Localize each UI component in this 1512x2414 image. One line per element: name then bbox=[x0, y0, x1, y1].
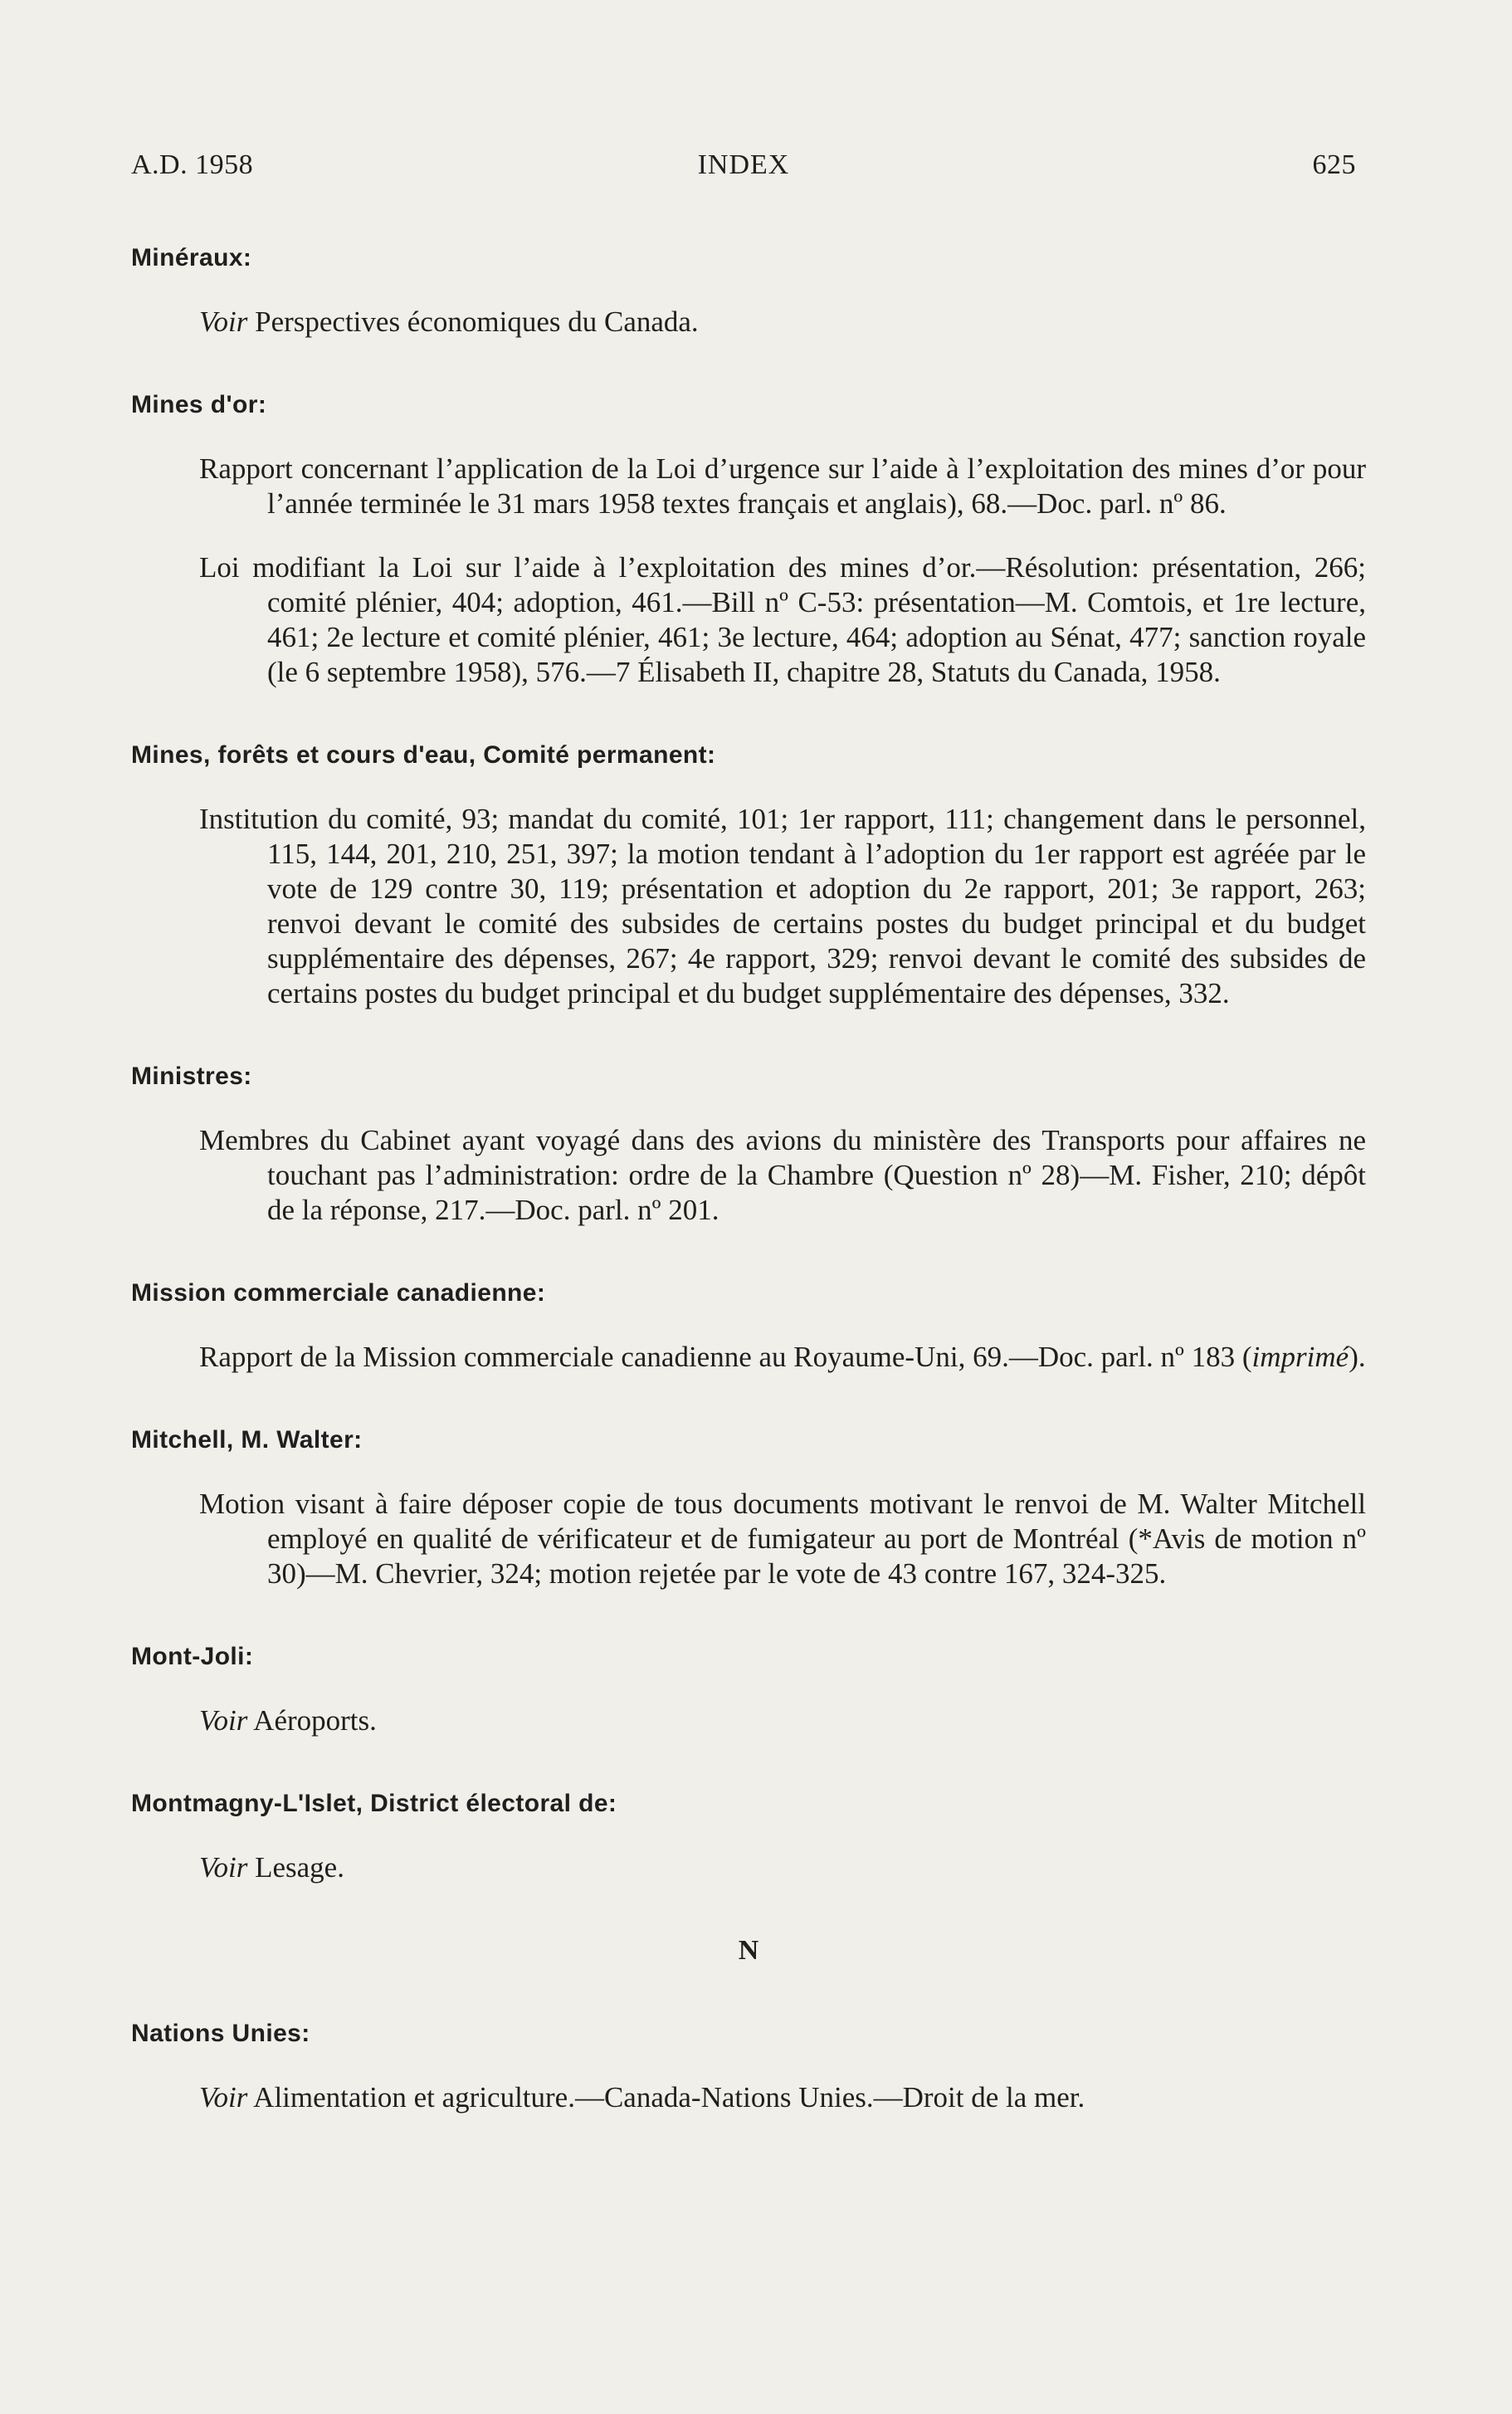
entry-text-body: Alimentation et agriculture.—Canada-Nations Unies.—Droit de la mer. bbox=[247, 2081, 1085, 2113]
entry-text-italic: imprimé bbox=[1251, 1341, 1349, 1373]
header-page-number: 625 bbox=[1312, 149, 1356, 180]
entry-text bbox=[199, 1850, 1366, 1885]
header-year: A.D. 1958 bbox=[131, 149, 254, 180]
index-entry bbox=[131, 1276, 1366, 1375]
section-letter: N bbox=[738, 1935, 759, 1966]
entry-text bbox=[199, 1487, 1366, 1591]
entry-text bbox=[199, 550, 1366, 690]
index-entry bbox=[131, 1786, 1366, 1885]
entry-text bbox=[199, 802, 1366, 1011]
entry-text-body: Institution du comité, 93; mandat du comité, 101; 1er rapport, 111; changement dans le personnel, 115, 144, 201, 210, 251, 397; la motion tendant à l’adoption du 1er rapport est agréée par le vote de 129 contre 30, 119; présentation et adoption du 2e rapport, 201; 3e rapport, 263; renvoi devant le comité des subsides de certains postes du budget principal et du budget supplémentaire des dépenses, 267; 4e rapport, 329; renvoi devant le comité des subsides de certains postes du budget principal et du budget supplémentaire des dépenses, 332. bbox=[199, 803, 1366, 1009]
entry-text-body: Loi modifiant la Loi sur l’aide à l’exploitation des mines d’or.—Résolution: présentation, 266; comité plénier, 404; adoption, 461.—Bill nº C-53: présentation—M. Comtois, et 1re lecture, 461; 2e lecture et comité plénier, 461; 3e lecture, 464; adoption au Sénat, 477; sanction royale (le 6 septembre 1958), 576.—7 Élisabeth II, chapitre 28, Statuts du Canada, 1958. bbox=[199, 551, 1366, 688]
index-entry bbox=[131, 738, 1366, 1011]
see-reference-label: Voir bbox=[199, 2081, 248, 2113]
index-entry bbox=[131, 241, 1366, 340]
index-entry bbox=[131, 2016, 1366, 2115]
entry-heading: Ministres: bbox=[131, 1063, 252, 1090]
index-entry bbox=[131, 388, 1366, 690]
entry-heading: Mission commerciale canadienne: bbox=[131, 1279, 546, 1307]
entries-list bbox=[131, 241, 1366, 1885]
see-reference-label: Voir bbox=[199, 1704, 248, 1737]
entry-heading: Montmagny-L'Islet, District électoral de: bbox=[131, 1790, 617, 1817]
see-reference-label: Voir bbox=[199, 1851, 248, 1884]
index-entry bbox=[131, 1639, 1366, 1738]
see-reference-label: Voir bbox=[199, 305, 248, 338]
entry-text bbox=[199, 452, 1366, 521]
entries-list-after bbox=[131, 2016, 1366, 2115]
index-content bbox=[131, 241, 1366, 2163]
entry-text bbox=[199, 305, 1366, 340]
entry-text-body: Aéroports. bbox=[247, 1704, 377, 1737]
index-entry bbox=[131, 1059, 1366, 1228]
index-entry bbox=[131, 1423, 1366, 1591]
entry-heading: Mitchell, M. Walter: bbox=[131, 1426, 363, 1454]
entry-text bbox=[199, 1123, 1366, 1228]
entry-text-tail: ). bbox=[1349, 1341, 1366, 1373]
entry-text-body: Rapport concernant l’application de la Loi d’urgence sur l’aide à l’exploitation des mines d’or pour l’année terminée le 31 mars 1958 textes français et anglais), 68.—Doc. parl. nº 86. bbox=[199, 452, 1366, 520]
entry-text bbox=[199, 2080, 1366, 2115]
entry-text-body: Perspectives économiques du Canada. bbox=[247, 305, 699, 338]
entry-heading: Nations Unies: bbox=[131, 2020, 310, 2047]
entry-text-body: Motion visant à faire déposer copie de tous documents motivant le renvoi de M. Walter Mitchell employé en qualité de vérificateur et de fumigateur au port de Montréal (*Avis de motion nº 30)—M. Chevrier, 324; motion rejetée par le vote de 43 contre 167, 324-325. bbox=[199, 1488, 1366, 1590]
entry-heading: Mines d'or: bbox=[131, 391, 267, 418]
entry-text-body: Lesage. bbox=[247, 1851, 344, 1884]
entry-text-body: Rapport de la Mission commerciale canadienne au Royaume-Uni, 69.—Doc. parl. nº 183 ( bbox=[199, 1341, 1252, 1373]
entry-heading: Minéraux: bbox=[131, 244, 252, 271]
entry-heading: Mines, forêts et cours d'eau, Comité permanent: bbox=[131, 741, 716, 769]
header-title: INDEX bbox=[697, 149, 790, 180]
entry-text bbox=[199, 1703, 1366, 1738]
entry-text bbox=[199, 1340, 1366, 1375]
entry-heading: Mont-Joli: bbox=[131, 1643, 254, 1670]
page-header bbox=[131, 149, 1356, 191]
entry-text-body: Membres du Cabinet ayant voyagé dans des avions du ministère des Transports pour affaires ne touchant pas l’administration: ordre de la Chambre (Question nº 28)—M. Fisher, 210; dépôt de la réponse, 217.—Doc. parl. nº 201. bbox=[199, 1124, 1366, 1226]
